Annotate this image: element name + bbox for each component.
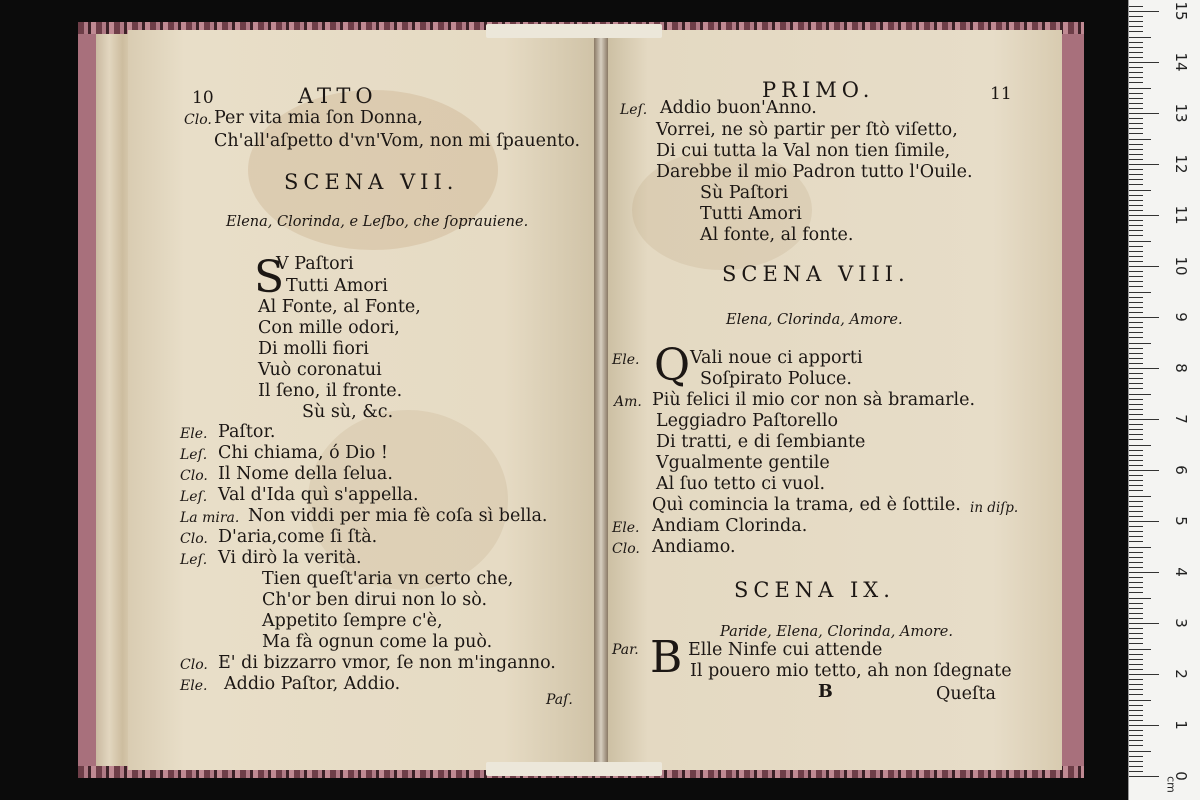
ruler-tick xyxy=(1129,664,1143,665)
ruler-tick xyxy=(1129,363,1143,364)
text-line: Vorrei, ne sò partir per ſtò viſetto, xyxy=(656,120,958,140)
ruler-tick xyxy=(1129,11,1159,12)
ruler-tick xyxy=(1129,98,1143,99)
ruler-label: 6 xyxy=(1172,465,1190,475)
ruler-tick xyxy=(1129,353,1143,354)
ruler-label: 3 xyxy=(1172,618,1190,628)
ruler-tick xyxy=(1129,241,1151,242)
stage-direction: in diſp. xyxy=(970,500,1019,516)
ruler-tick xyxy=(1129,715,1143,716)
ruler-tick xyxy=(1129,490,1143,491)
ruler-tick xyxy=(1129,77,1143,78)
ruler-tick xyxy=(1129,31,1143,32)
ruler-tick xyxy=(1129,521,1159,522)
text-line: E' di bizzarro vmor, ſe non m'inganno. xyxy=(218,653,556,673)
ruler-tick xyxy=(1129,654,1143,655)
ruler-tick xyxy=(1129,536,1143,537)
drop-cap: Q xyxy=(654,340,691,391)
speaker-label: Clo. xyxy=(180,468,208,484)
ruler-tick xyxy=(1129,378,1143,379)
ruler-tick xyxy=(1129,164,1159,165)
text-line: Vali noue ci apporti xyxy=(690,348,863,368)
text-line: Leggiadro Paſtorello xyxy=(656,411,838,431)
ruler-tick xyxy=(1129,266,1159,267)
ruler-tick xyxy=(1129,547,1151,548)
ruler-tick xyxy=(1129,332,1143,333)
ruler-tick xyxy=(1129,317,1159,318)
ruler-tick xyxy=(1129,756,1143,757)
speaker-label: Leſ. xyxy=(180,552,208,568)
ruler-label: 15 xyxy=(1172,1,1190,21)
scene-cast: Elena, Clorinda, Amore. xyxy=(726,312,903,328)
ruler-unit: cm xyxy=(1164,776,1178,793)
speaker-label: Clo. xyxy=(180,657,208,673)
ruler-tick xyxy=(1129,210,1143,211)
signature-mark: B xyxy=(818,682,833,702)
drop-cap: B xyxy=(650,632,683,683)
ruler-tick xyxy=(1129,480,1143,481)
ruler-tick xyxy=(1129,230,1143,231)
ruler-tick xyxy=(1129,312,1143,313)
verse-line: Tien queſt'aria vn certo che, xyxy=(262,569,514,589)
text-line: Addio Paſtor, Addio. xyxy=(224,674,401,694)
ruler-tick xyxy=(1129,246,1143,247)
right-page-number: 11 xyxy=(990,84,1012,104)
ruler-tick xyxy=(1129,225,1143,226)
speaker-label: La mira. xyxy=(180,510,240,526)
ruler-tick xyxy=(1129,139,1151,140)
ruler-tick xyxy=(1129,373,1143,374)
ruler-tick xyxy=(1129,445,1151,446)
ruler-tick xyxy=(1129,220,1143,221)
ruler-tick xyxy=(1129,700,1151,701)
verse-line: Appetito ſempre c'è, xyxy=(262,611,443,631)
speaker-label: Leſ. xyxy=(180,489,208,505)
ruler-tick xyxy=(1129,694,1143,695)
scene-title: SCENA IX. xyxy=(734,578,895,602)
ruler-tick xyxy=(1129,302,1143,303)
binding-tie-top xyxy=(486,24,662,38)
ruler-tick xyxy=(1129,271,1143,272)
ruler-tick xyxy=(1129,470,1159,471)
song-line: Tutti Amori xyxy=(700,204,802,224)
ruler-tick xyxy=(1129,383,1143,384)
ruler-tick xyxy=(1129,93,1143,94)
ruler-tick xyxy=(1129,684,1143,685)
ruler-tick xyxy=(1129,322,1143,323)
ruler-tick xyxy=(1129,52,1143,53)
text-line: Vgualmente gentile xyxy=(656,453,830,473)
song-line: V Paſtori xyxy=(276,254,354,274)
ruler-tick xyxy=(1129,235,1143,236)
ruler-tick xyxy=(1129,598,1151,599)
ruler-tick xyxy=(1129,42,1143,43)
text-line: D'aria,come ſi ſtà. xyxy=(218,527,378,547)
ruler-tick xyxy=(1129,608,1143,609)
scene-cast: Elena, Clorinda, e Leſbo, che ſoprauiene. xyxy=(226,214,529,230)
left-running-head: ATTO xyxy=(298,84,378,108)
speaker-label: Ele. xyxy=(180,426,208,442)
ruler-tick xyxy=(1129,67,1143,68)
song-line: Al fonte, al fonte. xyxy=(700,225,854,245)
ruler-label: 2 xyxy=(1172,669,1190,679)
ruler-label: 12 xyxy=(1172,154,1190,174)
text-line: Andiamo. xyxy=(652,537,736,557)
ruler-tick xyxy=(1129,771,1143,772)
speaker-label: Ele. xyxy=(180,678,208,694)
drop-cap: S xyxy=(254,252,285,303)
ruler-tick xyxy=(1129,343,1151,344)
ruler-tick xyxy=(1129,414,1143,415)
speaker-label: Ele. xyxy=(612,352,640,368)
text-line: Addio buon'Anno. xyxy=(660,98,817,118)
ruler-label: 8 xyxy=(1172,363,1190,373)
text-line: Andiam Clorinda. xyxy=(652,516,808,536)
ruler-tick xyxy=(1129,429,1143,430)
ruler-tick xyxy=(1129,751,1151,752)
ruler-label: 5 xyxy=(1172,516,1190,526)
ruler-tick xyxy=(1129,557,1143,558)
ruler-tick xyxy=(1129,705,1143,706)
ruler-tick xyxy=(1129,643,1143,644)
ruler-tick xyxy=(1129,327,1143,328)
song-line: Con mille odori, xyxy=(258,318,400,338)
song-line: Il ſeno, il fronte. xyxy=(258,381,403,401)
ruler-tick xyxy=(1129,88,1151,89)
catchword: Queſta xyxy=(936,684,996,704)
ruler-tick xyxy=(1129,368,1159,369)
ruler-tick xyxy=(1129,465,1143,466)
ruler-tick xyxy=(1129,195,1143,196)
speaker-label: Leſ. xyxy=(620,102,648,118)
text-line: Chi chiama, ó Dio ! xyxy=(218,443,388,463)
ruler-tick xyxy=(1129,215,1159,216)
ruler-tick xyxy=(1129,649,1151,650)
verse-line: Ma fà ognun come la può. xyxy=(262,632,493,652)
text-line: Più felici il mio cor non sà bramarle. xyxy=(652,390,976,410)
ruler-tick xyxy=(1129,577,1143,578)
ruler-tick xyxy=(1129,679,1143,680)
ruler-tick xyxy=(1129,572,1159,573)
text-line: Darebbe il mio Padron tutto l'Ouile. xyxy=(656,162,973,182)
ruler-label: 7 xyxy=(1172,414,1190,424)
ruler-tick xyxy=(1129,450,1143,451)
text-line: Paſtor. xyxy=(218,422,276,442)
ruler-tick xyxy=(1129,669,1143,670)
ruler-tick xyxy=(1129,496,1151,497)
ruler-tick xyxy=(1129,475,1143,476)
ruler-tick xyxy=(1129,434,1143,435)
ruler-tick xyxy=(1129,200,1143,201)
book-gutter xyxy=(594,24,608,776)
ruler-tick xyxy=(1129,659,1143,660)
ruler-tick xyxy=(1129,337,1143,338)
ruler-tick xyxy=(1129,409,1143,410)
ruler-tick xyxy=(1129,159,1143,160)
ruler-tick xyxy=(1129,133,1143,134)
ruler-tick xyxy=(1129,276,1143,277)
ruler-tick xyxy=(1129,174,1143,175)
song-line: Sù Paſtori xyxy=(700,183,789,203)
ruler-label: 1 xyxy=(1172,720,1190,730)
speaker-label: Clo. xyxy=(180,531,208,547)
ruler-tick xyxy=(1129,541,1143,542)
speaker-label: Leſ. xyxy=(180,447,208,463)
ruler-tick xyxy=(1129,516,1143,517)
song-line: Sù sù, &c. xyxy=(302,402,394,422)
text-line: Per vita mia ſon Donna, xyxy=(214,108,423,128)
ruler-tick xyxy=(1129,16,1143,17)
song-line: Al Fonte, al Fonte, xyxy=(258,297,421,317)
ruler-tick xyxy=(1129,256,1143,257)
ruler-tick xyxy=(1129,62,1159,63)
scene-title: SCENA VII. xyxy=(284,170,459,194)
text-line: Ch'all'aſpetto d'vn'Vom, non mi ſpauento. xyxy=(214,131,581,151)
verse-line: Ch'or ben dirui non lo sò. xyxy=(262,590,488,610)
ruler-tick xyxy=(1129,638,1143,639)
ruler-tick xyxy=(1129,623,1159,624)
ruler-tick xyxy=(1129,766,1143,767)
ruler-tick xyxy=(1129,552,1143,553)
ruler-tick xyxy=(1129,394,1151,395)
ruler-tick xyxy=(1129,179,1143,180)
ruler-tick xyxy=(1129,292,1151,293)
text-line: Al ſuo tetto ci vuol. xyxy=(656,474,826,494)
speaker-label: Par. xyxy=(612,642,639,658)
ruler-tick xyxy=(1129,725,1159,726)
ruler-tick xyxy=(1129,424,1143,425)
ruler-tick xyxy=(1129,205,1143,206)
ruler-tick xyxy=(1129,118,1143,119)
ruler-tick xyxy=(1129,735,1143,736)
binding-tie-bottom xyxy=(486,762,662,776)
text-line: Il Nome della ſelua. xyxy=(218,464,393,484)
catchword: Paſ. xyxy=(546,692,573,708)
ruler-tick xyxy=(1129,776,1159,777)
ruler-tick xyxy=(1129,531,1143,532)
ruler-tick xyxy=(1129,567,1143,568)
song-line: Vuò coronatui xyxy=(258,360,382,380)
ruler-tick xyxy=(1129,144,1143,145)
ruler-tick xyxy=(1129,358,1143,359)
ruler-tick xyxy=(1129,710,1143,711)
ruler-tick xyxy=(1129,154,1143,155)
ruler-tick xyxy=(1129,286,1143,287)
ruler-tick xyxy=(1129,103,1143,104)
text-line: Elle Ninfe cui attende xyxy=(688,640,883,660)
ruler-tick xyxy=(1129,582,1143,583)
text-line: Quì comincia la trama, ed è ſottile. xyxy=(652,495,961,515)
ruler-tick xyxy=(1129,587,1143,588)
ruler-tick xyxy=(1129,618,1143,619)
ruler-label: 14 xyxy=(1172,52,1190,72)
ruler-tick xyxy=(1129,506,1143,507)
ruler-tick xyxy=(1129,57,1143,58)
ruler-tick xyxy=(1129,460,1143,461)
ruler-tick xyxy=(1129,633,1143,634)
ruler-tick xyxy=(1129,745,1143,746)
ruler-tick xyxy=(1129,6,1143,7)
ruler-tick xyxy=(1129,419,1159,420)
measurement-ruler xyxy=(1128,0,1200,800)
ruler-tick xyxy=(1129,404,1143,405)
ruler-tick xyxy=(1129,348,1143,349)
ruler-tick xyxy=(1129,21,1143,22)
ruler-tick xyxy=(1129,281,1143,282)
ruler-tick xyxy=(1129,261,1143,262)
ruler-tick xyxy=(1129,562,1143,563)
ruler-tick xyxy=(1129,388,1143,389)
ruler-tick xyxy=(1129,169,1143,170)
speaker-label: Am. xyxy=(614,394,642,410)
ruler-tick xyxy=(1129,730,1143,731)
song-line: Tutti Amori xyxy=(286,276,388,296)
ruler-tick xyxy=(1129,455,1143,456)
ruler-tick xyxy=(1129,108,1143,109)
ruler-label: 4 xyxy=(1172,567,1190,577)
ruler-tick xyxy=(1129,37,1151,38)
ruler-tick xyxy=(1129,251,1143,252)
ruler-tick xyxy=(1129,740,1143,741)
left-page-number: 10 xyxy=(192,88,214,108)
text-line: Val d'Ida quì s'appella. xyxy=(218,485,419,505)
ruler-label: 9 xyxy=(1172,312,1190,322)
speaker-label: Clo. xyxy=(612,541,640,557)
ruler-tick xyxy=(1129,511,1143,512)
ruler-tick xyxy=(1129,47,1143,48)
scene-title: SCENA VIII. xyxy=(722,262,910,286)
ruler-tick xyxy=(1129,592,1143,593)
ruler-tick xyxy=(1129,113,1159,114)
song-line: Di molli fiori xyxy=(258,339,369,359)
ruler-label: 10 xyxy=(1172,256,1190,276)
ruler-tick xyxy=(1129,628,1143,629)
ruler-label: 11 xyxy=(1172,205,1190,225)
speaker-label: Clo. xyxy=(184,112,212,128)
ruler-tick xyxy=(1129,149,1143,150)
ruler-tick xyxy=(1129,72,1143,73)
ruler-tick xyxy=(1129,307,1143,308)
ruler-tick xyxy=(1129,26,1143,27)
ruler-tick xyxy=(1129,190,1151,191)
ruler-tick xyxy=(1129,439,1143,440)
ruler-tick xyxy=(1129,720,1143,721)
ruler-tick xyxy=(1129,184,1143,185)
ruler-tick xyxy=(1129,603,1143,604)
text-line: Il pouero mio tetto, ah non ſdegnate xyxy=(690,661,1012,681)
ruler-tick xyxy=(1129,123,1143,124)
ruler-tick xyxy=(1129,485,1143,486)
text-line: Vi dirò la verità. xyxy=(218,548,362,568)
ruler-tick xyxy=(1129,689,1143,690)
text-line: Soſpirato Poluce. xyxy=(700,369,852,389)
ruler-tick xyxy=(1129,501,1143,502)
ruler-label: 0 xyxy=(1172,771,1190,781)
text-line: Non viddi per mia fè coſa sì bella. xyxy=(248,506,548,526)
ruler-tick xyxy=(1129,128,1143,129)
ruler-tick xyxy=(1129,82,1143,83)
ruler-tick xyxy=(1129,297,1143,298)
ruler-tick xyxy=(1129,674,1159,675)
right-running-head: PRIMO. xyxy=(762,78,875,102)
scene-cast: Paride, Elena, Clorinda, Amore. xyxy=(720,624,953,640)
ruler-label: 13 xyxy=(1172,103,1190,123)
text-line: Di cui tutta la Val non tien ſimile, xyxy=(656,141,951,161)
text-line: Di tratti, e di ſembiante xyxy=(656,432,866,452)
ruler-tick xyxy=(1129,526,1143,527)
speaker-label: Ele. xyxy=(612,520,640,536)
ruler-tick xyxy=(1129,613,1143,614)
ruler-tick xyxy=(1129,399,1143,400)
ruler-tick xyxy=(1129,761,1143,762)
